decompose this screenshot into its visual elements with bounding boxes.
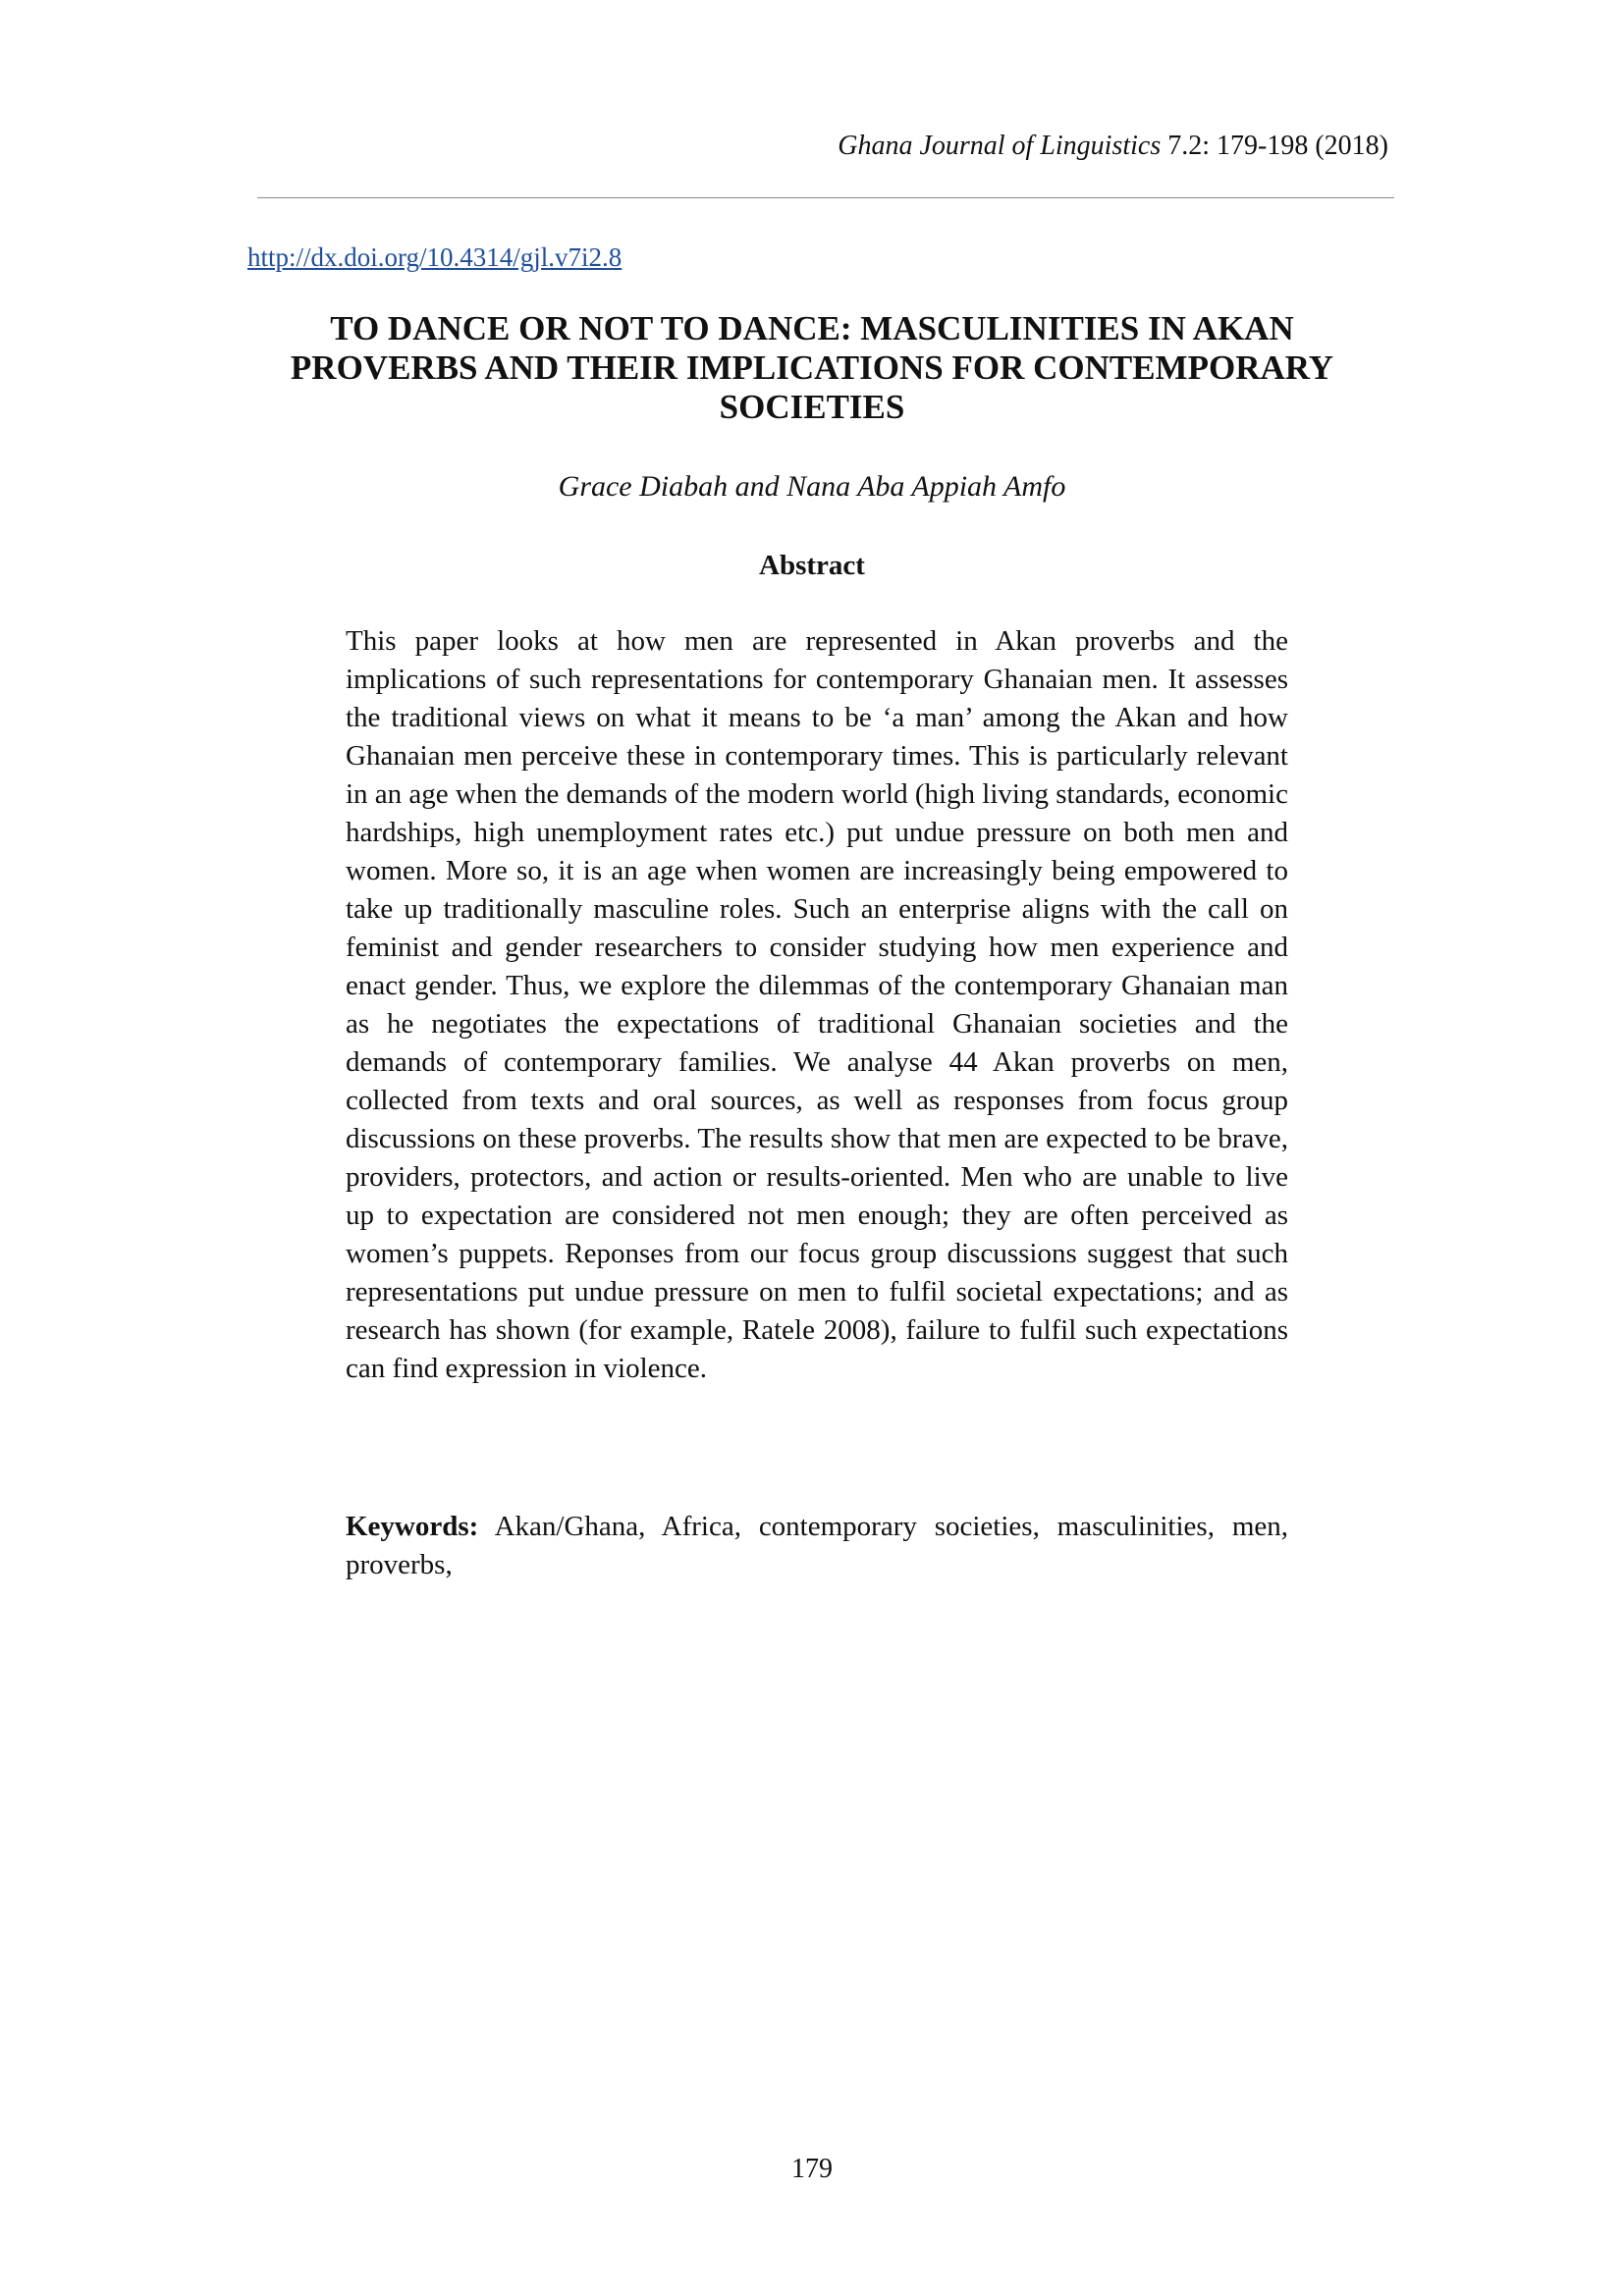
keywords-label: Keywords: — [346, 1511, 479, 1542]
abstract-heading: Abstract — [759, 550, 865, 581]
keywords-text: Akan/Ghana, Africa, contemporary societies, masculinities, men, proverbs, — [346, 1511, 1288, 1580]
header-divider — [257, 197, 1394, 198]
running-header — [838, 130, 1388, 163]
journal-citation: 7.2: 179-198 (2018) — [1161, 131, 1388, 161]
doi-link[interactable]: http://dx.doi.org/10.4314/gjl.v7i2.8 — [247, 242, 623, 272]
authors: Grace Diabah and Nana Aba Appiah Amfo — [558, 470, 1066, 503]
keywords — [346, 1508, 1288, 1584]
abstract-body: This paper looks at how men are represented in Akan proverbs and the implications of such representations for contemporary Ghanaian men. It assesses the traditional views on what it means to be ‘a man’ among the Akan and how Ghanaian men perceive these in contemporary times. This is particularly relevant in an age when the demands of the modern world (high living standards, economic hardships, high unemployment rates etc.) put undue pressure on both men and women. More so, it is an age when women are increasingly being empowered to take up traditionally masculine roles. Such an enterprise aligns with the call on feminist and gender researchers to consider studying how men experience and enact gender. Thus, we explore the dilemmas of the contemporary Ghanaian man as he negotiates the expectations of traditional Ghanaian societies and the demands of contemporary families. We analyse 44 Akan proverbs on men, collected from texts and oral sources, as well as responses from focus group discussions on these proverbs. The results show that men are expected to be brave, providers, protectors, and action or results-oriented. Men who are unable to live up to expectation are considered not men enough; they are often perceived as women’s puppets. Reponses from our focus group discussions suggest that such representations put undue pressure on men to fulfil societal expectations; and as research has shown (for example, Ratele 2008), failure to fulfil such expectations can find expression in violence. — [346, 625, 1288, 1384]
journal-name: Ghana Journal of Linguistics — [838, 131, 1162, 161]
page-number: 179 — [791, 2154, 833, 2184]
paper-title: TO DANCE OR NOT TO DANCE: MASCULINITIES IN AKAN PROVERBS AND THEIR IMPLICATIONS FOR CONTEMPORARY SOCIETIES — [290, 309, 1334, 426]
